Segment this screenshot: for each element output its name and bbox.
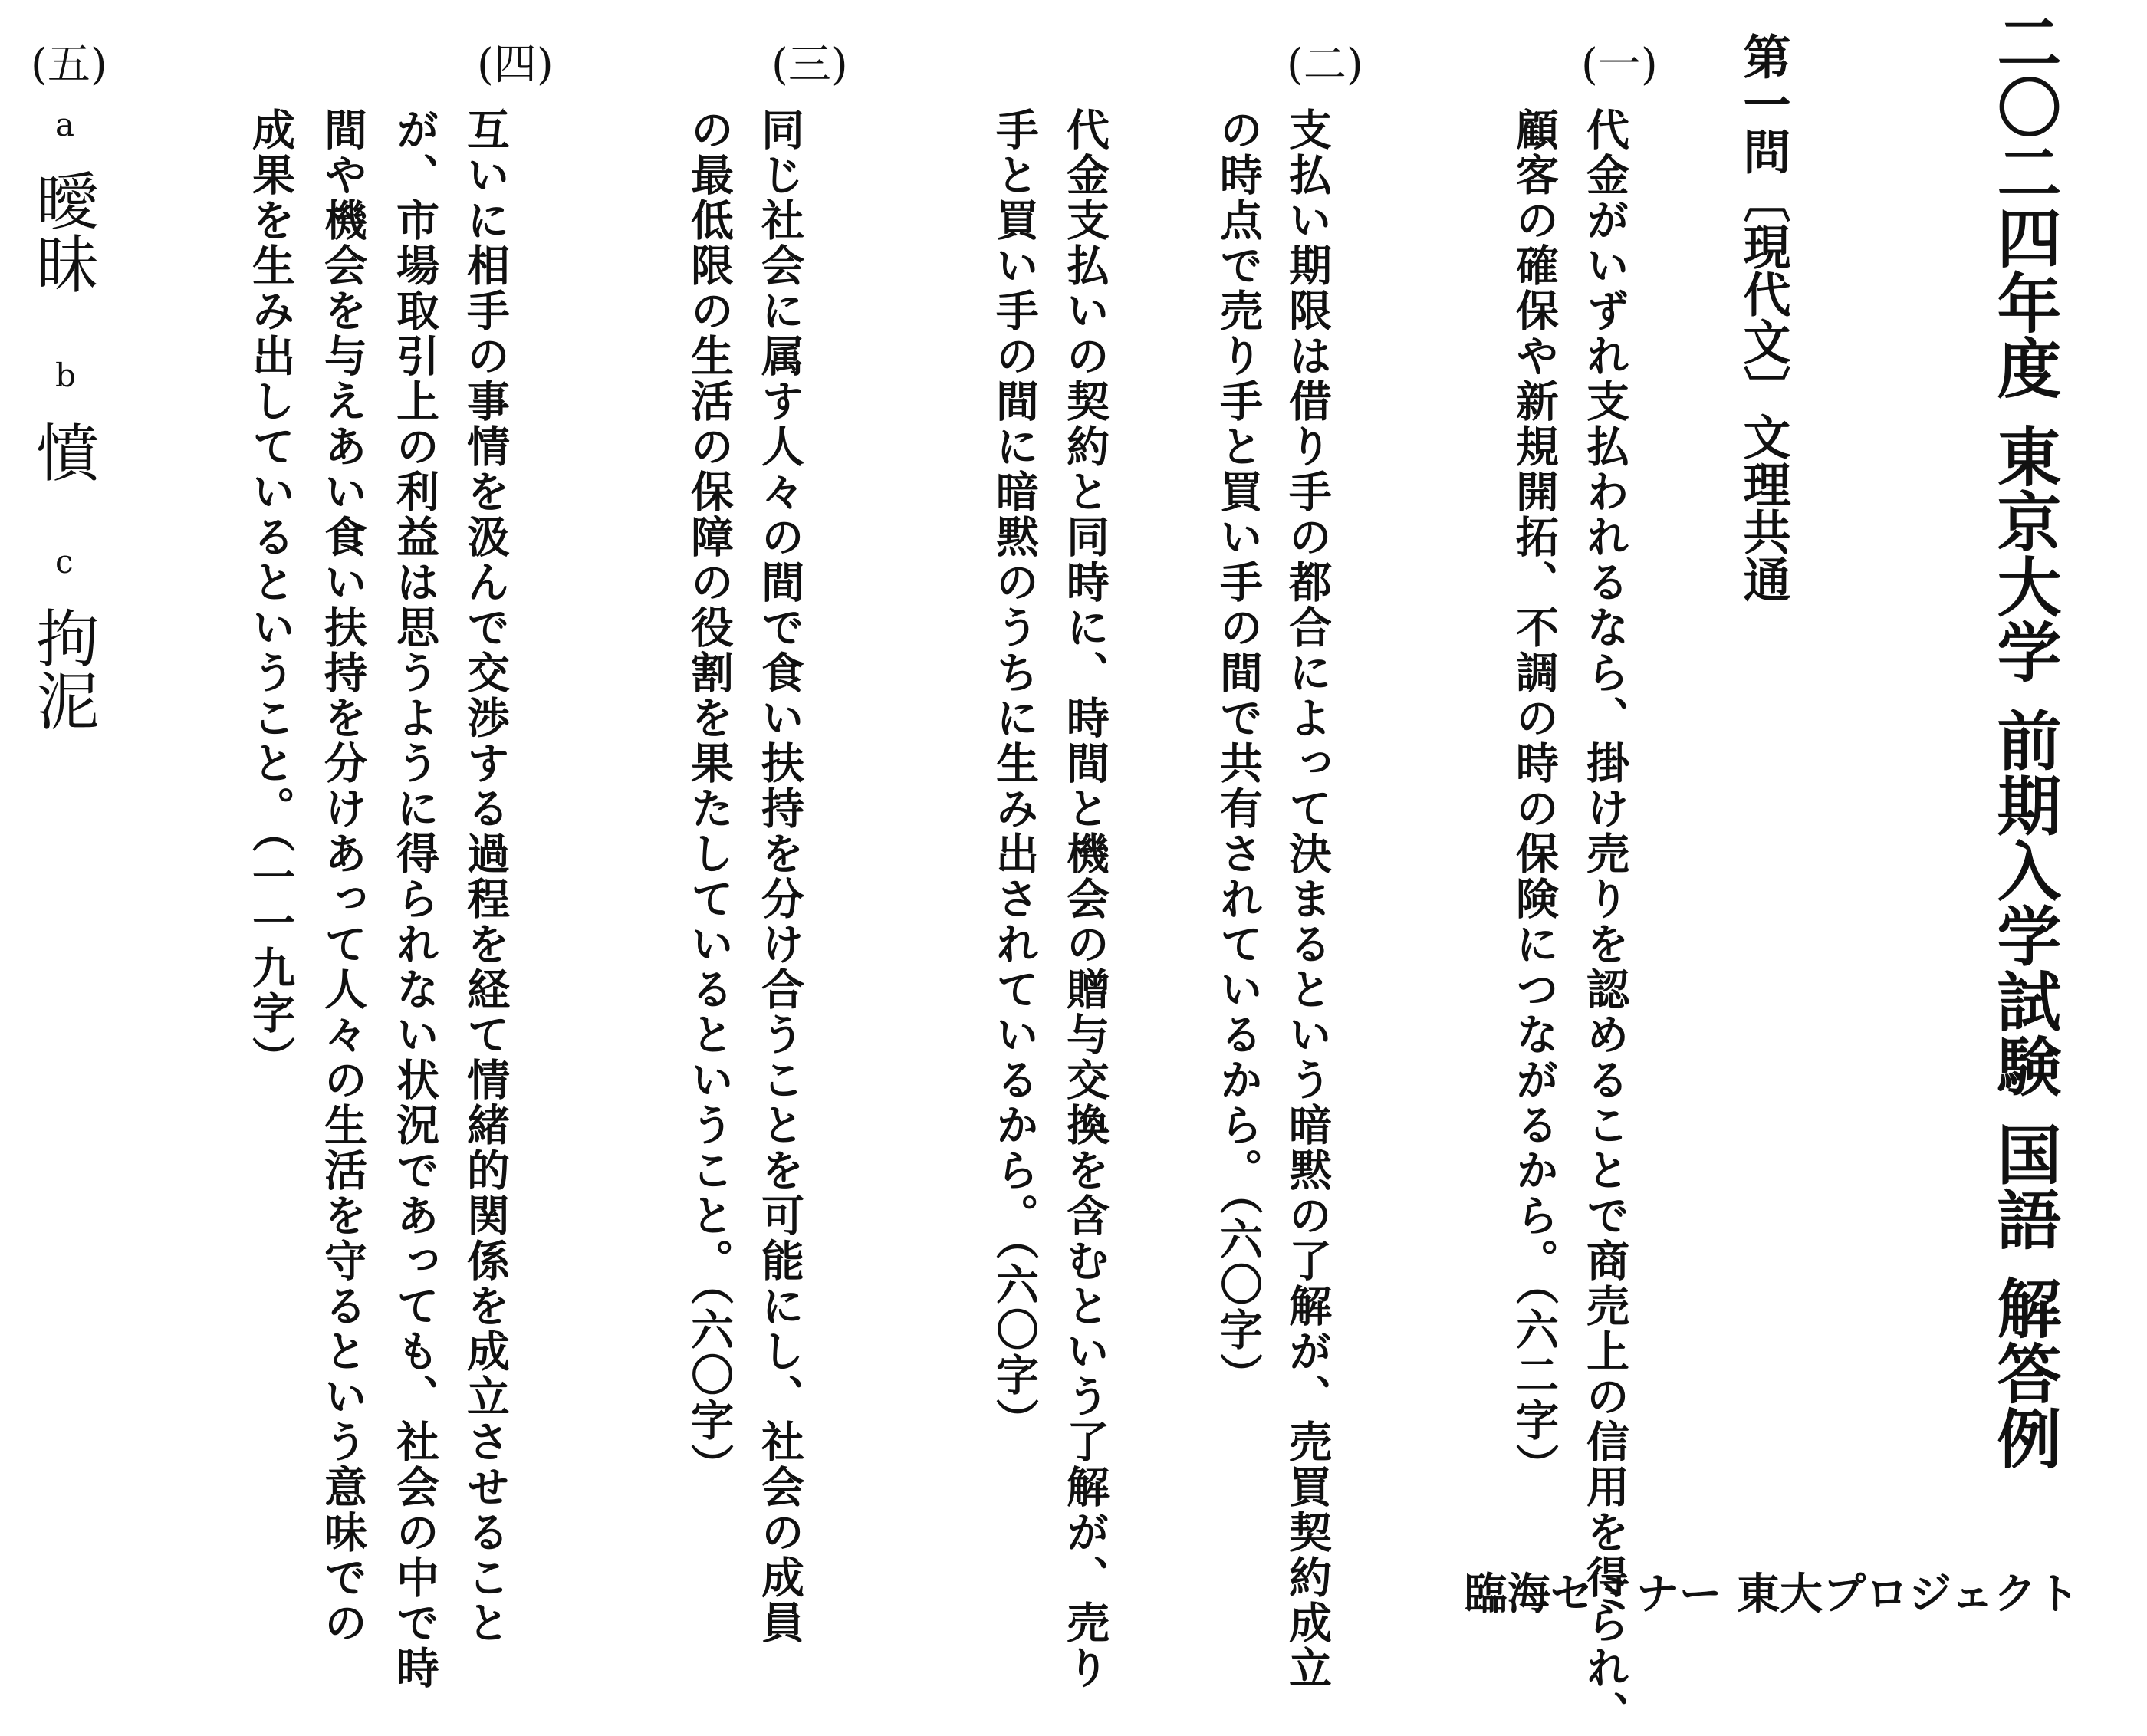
answer-2a-line-2: の時点で売り手と買い手の間で共有されているから。（六〇字） [1213, 107, 1263, 1398]
kanji-label-b: b [55, 357, 76, 394]
answer-2b-line-1: 代金支払いの契約と同時に、時間と機会の贈与交換を含むという了解が、売り [1060, 107, 1110, 1691]
answer-4-line-1: 互いに相手の事情を汲んで交渉する過程を経て情緒的関係を成立させること [460, 107, 510, 1646]
question-number-4: (四) [477, 40, 554, 90]
kanji-answer-c: 拘泥 [26, 606, 99, 732]
answer-4-line-4: 成果を生み出しているということ。（一一九字） [245, 107, 295, 1081]
page-title: 二〇二四年度 東京大学 前期入学試験 国語 解答例 [1987, 9, 2062, 1471]
answer-1-line-1: 代金がいずれ支払われるなら、掛け売りを認めることで商売上の信用を得られ、 [1580, 107, 1629, 1736]
answer-4-line-3: 間や機会を与えあい食い扶持を分けあって人々の生活を守るという意味での [317, 107, 367, 1646]
kanji-label-a: a [55, 106, 75, 143]
answer-3-line-1: 同じ社会に属す人々の間で食い扶持を分け合うことを可能にし、社会の成員 [755, 107, 804, 1646]
question-number-1: (一) [1581, 40, 1658, 90]
section-heading: 第一問〔現代文〕文理共通 [1735, 32, 1791, 603]
question-number-5: (五) [31, 40, 107, 90]
answer-1-line-2: 顧客の確保や新規開拓、不調の時の保険につながるから。（六二字） [1509, 107, 1559, 1488]
answer-2b-line-2: 手と買い手の間に暗黙のうちに生み出されているから。（六〇字） [989, 107, 1039, 1443]
answer-2a-line-1: 支払い期限は借り手の都合によって決まるという暗黙の了解が、売買契約成立 [1282, 107, 1332, 1691]
kanji-answer-a: 曖昧 [26, 169, 99, 294]
kanji-answer-b: 憤 [26, 420, 99, 483]
question-number-2: (二) [1287, 40, 1363, 90]
question-number-3: (三) [771, 40, 848, 90]
answer-3-line-2: の最低限の生活の保障の役割を果たしているということ。（六〇字） [684, 107, 734, 1488]
answer-4-line-2: が、市場取引上の利益は思うように得られない状況であっても、社会の中で時 [390, 107, 439, 1691]
kanji-label-c: c [55, 543, 74, 580]
footer-credit: 臨海セミナー 東大プロジェクト [1464, 1569, 2080, 1619]
